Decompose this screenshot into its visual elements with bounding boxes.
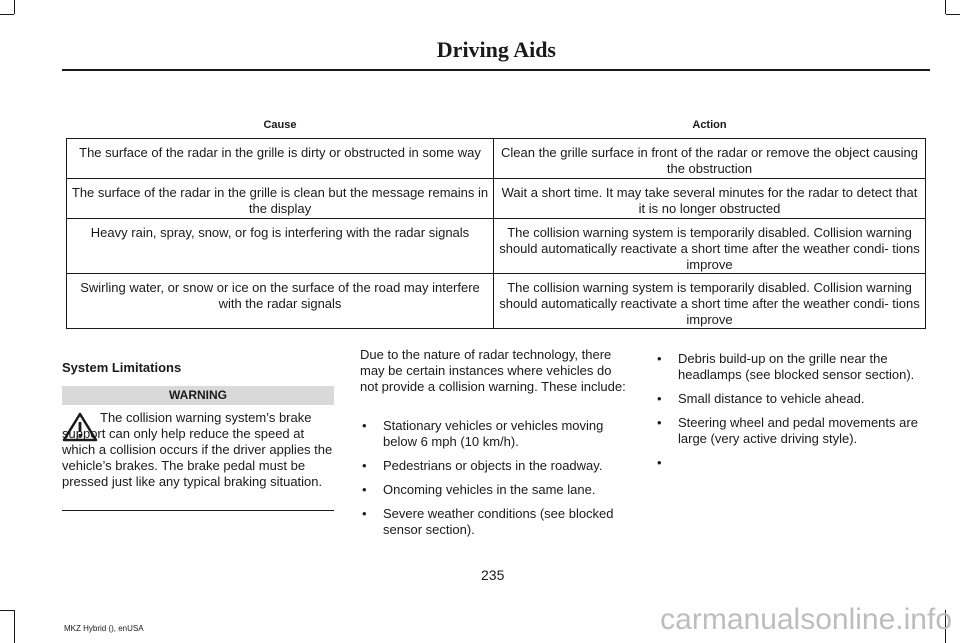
table-row bbox=[67, 219, 926, 274]
footer-text: MKZ Hybrid (), enUSA bbox=[64, 624, 144, 633]
cause-cell: Heavy rain, spray, snow, or fog is interfering with the radar signals bbox=[67, 219, 494, 274]
list-item bbox=[360, 482, 635, 498]
intro-paragraph: Due to the nature of radar technology, there may be certain instances where vehicles do not provide a collision warning. These include: bbox=[360, 347, 626, 394]
list-item-text: Small distance to vehicle ahead. bbox=[678, 391, 865, 406]
crop-mark bbox=[946, 14, 960, 15]
bullet: • bbox=[657, 415, 662, 430]
action-cell: Wait a short time. It may take several minutes for the radar to detect that it is no longer obstructed bbox=[494, 179, 926, 219]
list-item-text: Steering wheel and pedal movements are large (very active driving style). bbox=[678, 415, 918, 446]
limitations-list-right bbox=[655, 351, 930, 470]
action-cell: The collision warning system is temporarily disabled. Collision warning should automatically reactivate a short time after the weather condi- tions improve bbox=[494, 274, 926, 329]
header-rule bbox=[62, 69, 930, 71]
bullet: • bbox=[362, 482, 367, 497]
cause-cell: The surface of the radar in the grille is dirty or obstructed in some way bbox=[67, 139, 494, 179]
bullet: • bbox=[657, 351, 662, 366]
crop-mark bbox=[945, 0, 946, 14]
list-item bbox=[655, 415, 930, 447]
cause-cell: Swirling water, or snow or ice on the surface of the road may interfere with the radar signals bbox=[67, 274, 494, 329]
crop-mark bbox=[14, 0, 15, 14]
action-cell: The collision warning system is temporarily disabled. Collision warning should automatically reactivate a short time after the weather condi- tions improve bbox=[494, 219, 926, 274]
cause-action-table bbox=[66, 112, 926, 329]
list-item-text: Pedestrians or objects in the roadway. bbox=[383, 458, 603, 473]
warning-rule bbox=[62, 510, 334, 511]
section-heading: System Limitations bbox=[62, 360, 182, 375]
list-item-text: Oncoming vehicles in the same lane. bbox=[383, 482, 596, 497]
column-header-cause: Cause bbox=[67, 112, 494, 139]
list-item-text: Debris build-up on the grille near the headlamps (see blocked sensor section). bbox=[678, 351, 915, 382]
list-item bbox=[360, 418, 635, 450]
list-item bbox=[655, 351, 930, 383]
list-item bbox=[360, 458, 635, 474]
cause-cell: The surface of the radar in the grille is clean but the message remains in the display bbox=[67, 179, 494, 219]
bullet: • bbox=[657, 391, 662, 406]
column-header-action: Action bbox=[494, 112, 926, 139]
bullet: • bbox=[362, 418, 367, 433]
limitations-list-middle bbox=[360, 418, 635, 546]
bullet: • bbox=[362, 458, 367, 473]
bullet: • bbox=[362, 506, 367, 521]
table-row bbox=[67, 274, 926, 329]
list-item-text: Severe weather conditions (see blocked sensor section). bbox=[383, 506, 614, 537]
list-item-text: Stationary vehicles or vehicles moving below 6 mph (10 km/h). bbox=[383, 418, 604, 449]
bullet: • bbox=[657, 455, 662, 470]
crop-mark bbox=[0, 610, 14, 611]
warning-text: The collision warning system’s brake support can only help reduce the speed at which a collision occurs if the driver applies the vehicle’s brakes. The brake pedal must be pressed just like any typical braking situation. bbox=[62, 410, 333, 489]
action-cell: Clean the grille surface in front of the radar or remove the object causing the obstruction bbox=[494, 139, 926, 179]
list-item bbox=[655, 391, 930, 407]
crop-mark bbox=[14, 610, 15, 643]
page-number: 235 bbox=[481, 567, 505, 583]
table-row bbox=[67, 179, 926, 219]
table-row bbox=[67, 139, 926, 179]
crop-mark bbox=[0, 14, 14, 15]
list-item bbox=[360, 506, 635, 538]
watermark: carmanualsonline.info bbox=[660, 603, 952, 636]
page-title: Driving Aids bbox=[436, 37, 556, 62]
warning-label: WARNING bbox=[62, 386, 334, 405]
